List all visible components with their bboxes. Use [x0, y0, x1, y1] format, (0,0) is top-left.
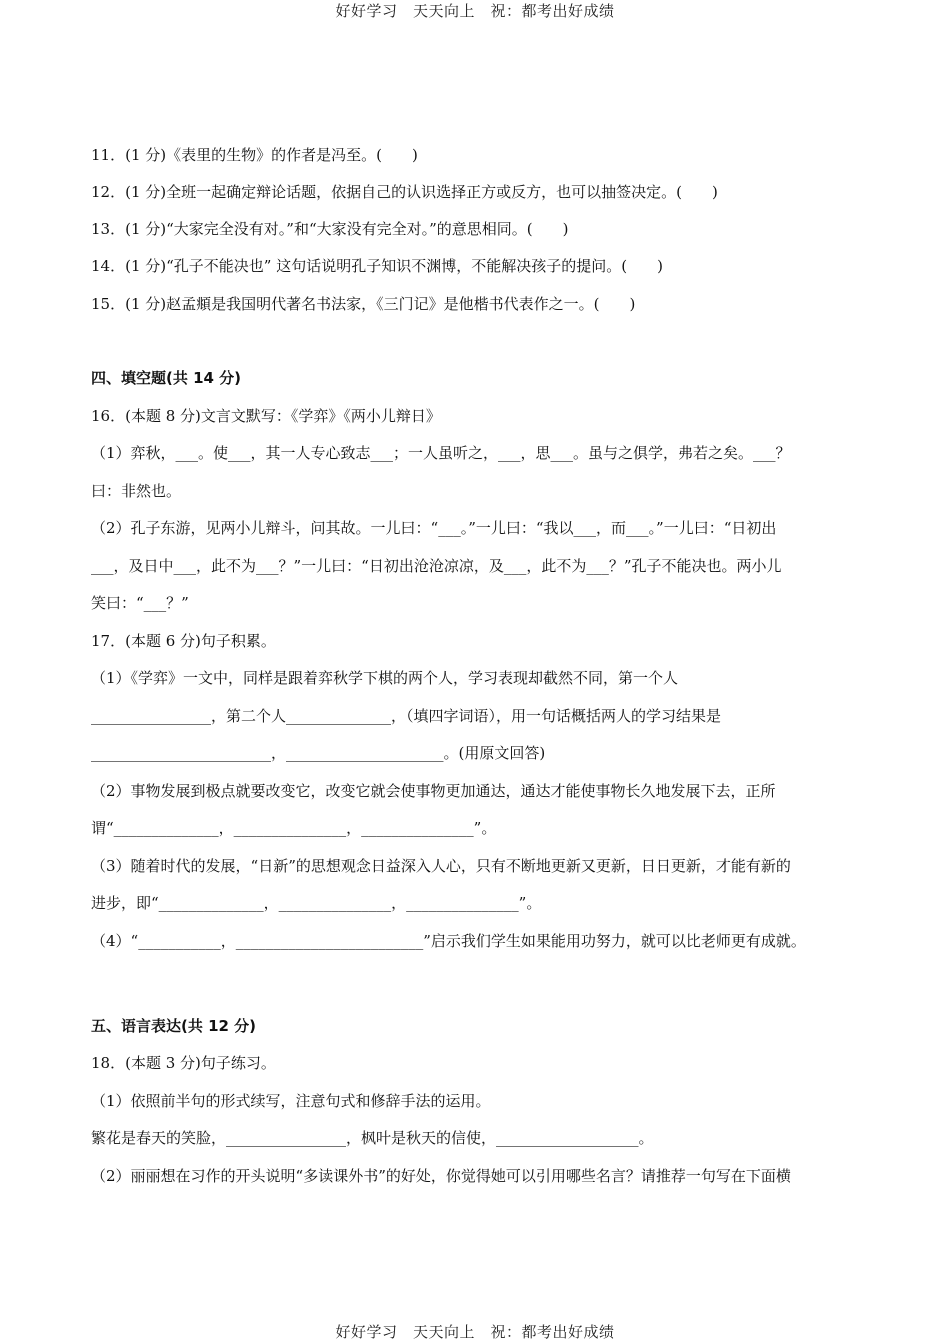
question-18-part-1: （1）依照前半句的形式续写，注意句式和修辞手法的运用。: [91, 1092, 491, 1110]
question-16-part-1-cont: 曰：非然也。: [91, 482, 182, 500]
page-footer: 好好学习 天天向上 祝：都考出好成绩: [335, 1323, 615, 1341]
question-16-part-2-end: 笑曰：“___？”: [91, 594, 189, 612]
section-5-title: 五、语言表达(共 12 分): [91, 1017, 257, 1035]
question-17-part-1: （1）《学弈》一文中，同样是跟着弈秋学下棋的两个人，学习表现却截然不同，第一个人: [91, 669, 679, 687]
section-4-title: 四、填空题(共 14 分): [91, 369, 242, 387]
question-17-part-2-blanks: 谓“______________，_______________，_______________”。: [91, 819, 497, 837]
question-18-title: 18．(本题 3 分)句子练习。: [91, 1054, 276, 1072]
question-14: 14．(1 分)“孔子不能决也” 这句话说明孔子知识不渊博，不能解决孩子的提问。( ): [91, 257, 663, 275]
question-16-part-2-cont: ___，及日中___，此不为___？”一儿曰：“日初出沧沧凉凉，及___，此不为___？”孔子不能决也。两小儿: [91, 557, 782, 575]
question-16-part-1: （1）弈秋，___。使___，其一人专心致志___；一人虽听之，___，思___。虽与之俱学，弗若之矣。___？: [91, 444, 791, 462]
question-18-part-2: （2）丽丽想在习作的开头说明“多读课外书”的好处，你觉得她可以引用哪些名言？请推荐一句写在下面横: [91, 1167, 791, 1185]
question-15: 15．(1 分)赵孟頫是我国明代著名书法家，《三门记》是他楷书代表作之一。( ): [91, 295, 636, 313]
question-16-title: 16．(本题 8 分)文言文默写：《学弈》《两小儿辩日》: [91, 407, 441, 425]
question-17-part-3: （3）随着时代的发展，“日新”的思想观念日益深入人心，只有不断地更新又更新，日日更新，才能有新的: [91, 857, 791, 875]
question-17-part-2: （2）事物发展到极点就要改变它，改变它就会使事物更加通达，通达才能使事物长久地发展下去，正所: [91, 782, 776, 800]
question-11: 11．(1 分)《表里的生物》的作者是冯至。( ): [91, 146, 418, 164]
question-17-part-3-blanks: 进步，即“______________，_______________，_______________”。: [91, 894, 542, 912]
question-17-part-1-blanks: ________________，第二个人______________，（填四字词语），用一句话概括两人的学习结果是: [91, 707, 722, 725]
page-header: 好好学习 天天向上 祝：都考出好成绩: [335, 2, 615, 20]
question-17-part-1-answer: ________________________，_____________________。(用原文回答): [91, 744, 546, 762]
question-17-part-4: （4）“___________，_________________________”启示我们学生如果能用功努力，就可以比老师更有成就。: [91, 932, 806, 950]
question-13: 13．(1 分)“大家完全没有对。”和“大家没有完全对。”的意思相同。( ): [91, 220, 569, 238]
question-18-part-1-blanks: 繁花是春天的笑脸，________________，枫叶是秋天的信使，___________________。: [91, 1129, 654, 1147]
question-16-part-2: （2）孔子东游，见两小儿辩斗，问其故。一儿曰：“___。”一儿曰：“我以___，而___。”一儿曰：“日初出: [91, 519, 777, 537]
question-17-title: 17．(本题 6 分)句子积累。: [91, 632, 276, 650]
question-12: 12．(1 分)全班一起确定辩论话题，依据自己的认识选择正方或反方，也可以抽签决定。( ): [91, 183, 718, 201]
